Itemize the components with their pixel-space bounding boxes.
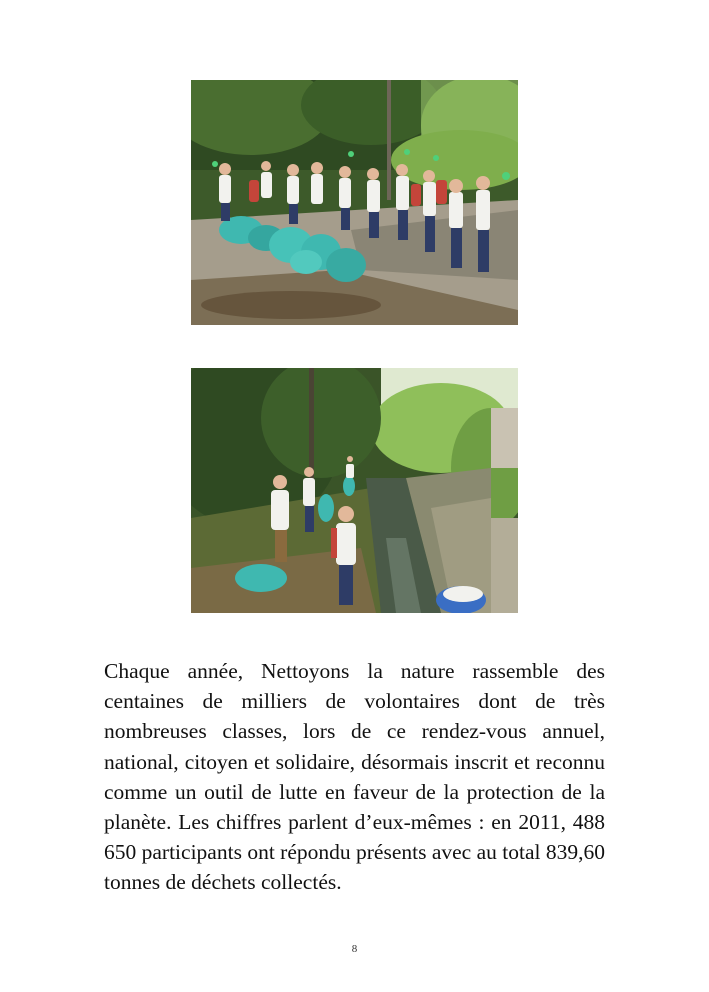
body-paragraph: Chaque année, Nettoyons la nature rassemble des centaines de milliers de volontaires dont de très nombreuses classes, lors de ce rendez-vous annuel, national, citoyen et solidaire, désormais inscrit et reconnu comme un outil de lutte en faveur de la protection de la planète. Les chiffres parlent d’eux-mêmes : en 2011, 488 650 participants ont répondu présents avec au total 839,60 tonnes de déchets collectés.: [104, 659, 605, 895]
photo-volunteers-group-image: [191, 80, 518, 325]
photo-volunteers-group: [191, 80, 518, 325]
page-number: 8: [351, 943, 358, 955]
photo-stream-cleanup: [191, 368, 518, 613]
photo-stream-cleanup-image: [191, 368, 518, 613]
